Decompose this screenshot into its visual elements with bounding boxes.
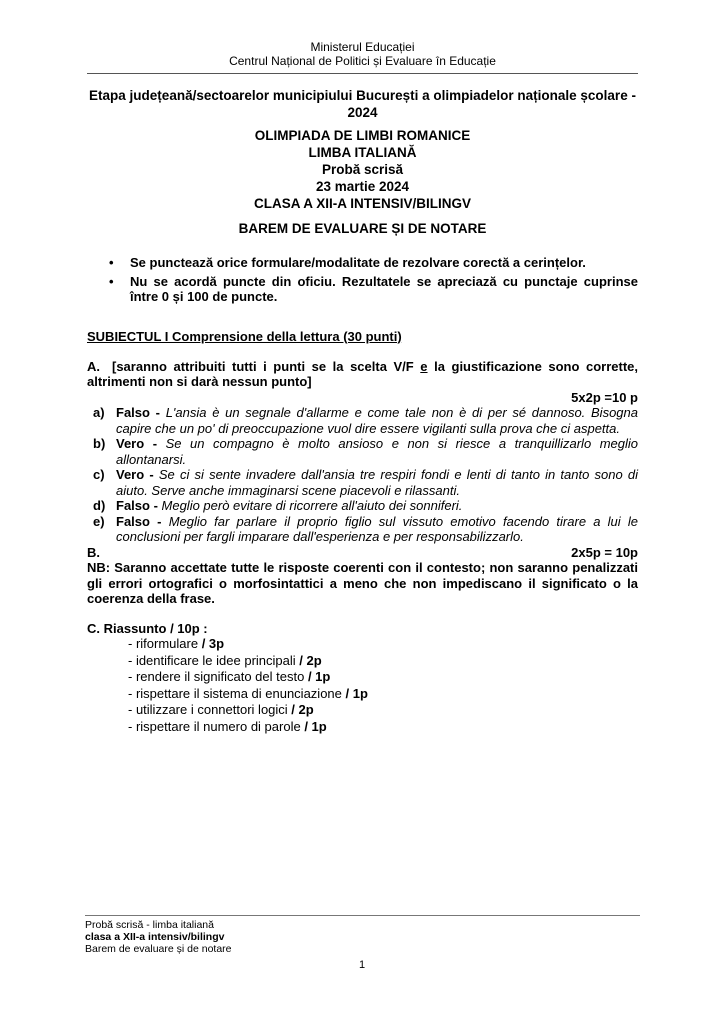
event-line-date: 23 martie 2024 <box>315 179 410 194</box>
vf-item-label: e) <box>93 513 105 529</box>
bullet-icon: • <box>109 273 114 289</box>
criterion-points: / 1p <box>307 669 331 684</box>
sectionA-intro <box>87 359 638 390</box>
sectionA-intro-prefix: [saranno attribuiti tutti i punti se la scelta V/F <box>112 358 421 374</box>
header-divider <box>87 73 638 74</box>
sectionC-criteria-list <box>87 636 638 735</box>
criterion-text: - identificare le idee principali <box>128 652 300 668</box>
criterion-points: / 3p <box>201 636 225 651</box>
criterion-text: - utilizzare i connettori logici <box>128 702 292 717</box>
criterion-text: - rendere il significato del testo <box>128 669 308 684</box>
vf-justification: Se ci si sente invadere dall'ansia tre respiri fondi e lenti di tanto in tanto sono di aiuto. Serve anche immaginarsi scene piacevoli e rilassanti. <box>116 467 638 498</box>
criterion-row <box>128 719 638 736</box>
event-line-class: CLASA A XII-A INTENSIV/BILINGV <box>253 196 471 211</box>
page-header <box>87 40 638 68</box>
vf-item-body <box>116 498 638 514</box>
footer-doc-type: Barem de evaluare și de notare <box>85 943 232 955</box>
vf-item-a <box>87 405 638 436</box>
vf-justification: Meglio però evitare di ricorrere all'aiuto dei sonniferi. <box>161 498 463 513</box>
sectionA-label: A. <box>87 358 100 374</box>
vf-verdict: Falso - <box>116 513 169 529</box>
vf-item-body <box>116 514 638 545</box>
criterion-points: / 1p <box>345 685 368 701</box>
vf-verdict: Falso - <box>116 405 166 420</box>
event-line-olympiad: OLIMPIADA DE LIMBI ROMANICE <box>254 128 471 143</box>
barem-heading: BAREM DE EVALUARE ȘI DE NOTARE <box>238 221 487 236</box>
sectionA-answer-list <box>87 405 638 545</box>
criterion-points: / 2p <box>299 652 322 668</box>
sectionB-row <box>87 545 638 561</box>
criterion-text: - riformulare <box>128 636 202 651</box>
vf-item-label: d) <box>93 498 106 513</box>
vf-item-d <box>87 498 638 514</box>
vf-item-label: a) <box>93 405 105 420</box>
note-text: Se punctează orice formulare/modalitate de rezolvare corectă a cerințelor. <box>130 255 586 270</box>
event-block <box>87 127 638 212</box>
sectionC-heading: C. Riassunto / 10p : <box>87 620 208 636</box>
sectionA-intro-suffix: la giustificazione sono corrette, altrimenti non si darà nessun punto] <box>87 358 638 389</box>
criterion-text: - rispettare il numero di parole <box>128 718 305 734</box>
document-title: Etapa județeană/sectoarelor municipiului București a olimpiadelor naționale școlare - 2024 <box>89 88 636 120</box>
note-row <box>87 255 638 271</box>
vf-item-label: b) <box>93 436 106 451</box>
footer-class: clasa a XII-a intensiv/bilingv <box>85 931 225 943</box>
vf-item-body <box>116 436 638 467</box>
header-org-line2: Centrul Național de Politici și Evaluare în Educație <box>229 54 496 68</box>
criterion-row <box>128 636 638 653</box>
subject1-heading: SUBIECTUL I Comprensione della lettura (30 punti) <box>87 328 402 344</box>
criterion-points: / 1p <box>304 718 327 734</box>
vf-item-body <box>116 467 638 498</box>
event-line-language: LIMBA ITALIANĂ <box>308 145 417 160</box>
vf-justification: Meglio far parlare il proprio figlio sul vissuto emotivo facendo tirare a lui le conclusioni per fargli imparare dall'esperienza e per responsabilizzarlo. <box>116 513 638 544</box>
event-line-test-type: Probă scrisă <box>321 162 404 177</box>
sectionA-intro-underlined-e: e <box>420 358 428 374</box>
vf-item-e <box>87 514 638 545</box>
sectionA-points: 5x2p =10 p <box>571 389 638 405</box>
sectionB-nb-note: NB: Saranno accettate tutte le risposte coerenti con il contesto; non saranno penalizzati gli errori ortografici o morfosintattici a meno che non impediscano il significato o la coerenza della frase. <box>87 560 638 606</box>
page-footer <box>85 915 640 955</box>
vf-item-c <box>87 467 638 498</box>
vf-item-b <box>87 436 638 467</box>
vf-justification: L'ansia è un segnale d'allarme e come tale non è di per sé dannoso. Bisogna capire che un po' di preoccupazione vuol dire essere vigilanti sulla prova che ci aspetta. <box>116 405 638 436</box>
page-number: 1 <box>358 959 366 971</box>
note-row <box>87 274 638 305</box>
grading-notes <box>87 255 638 305</box>
criterion-row <box>128 702 638 719</box>
vf-item-body <box>116 405 638 436</box>
vf-verdict: Vero - <box>116 436 166 451</box>
vf-justification: Se un compagno è molto ansioso e non si riesce a tranquillizarlo meglio allontanarsi. <box>116 436 638 467</box>
sectionB-label: B. <box>87 544 100 560</box>
note-text: Nu se acordă puncte din oficiu. Rezultatele se apreciază cu punctaje cuprinse între 0 și 100 de puncte. <box>130 273 638 304</box>
criterion-points: / 2p <box>291 702 314 717</box>
criterion-row <box>128 686 638 703</box>
bullet-icon: • <box>109 255 114 270</box>
footer-test-type: Probă scrisă - limba italiană <box>85 919 214 931</box>
vf-verdict: Falso - <box>116 498 162 513</box>
criterion-row <box>128 653 638 670</box>
vf-verdict: Vero - <box>116 467 159 482</box>
header-org-line1: Ministerul Educației <box>310 40 415 54</box>
criterion-row <box>128 669 638 686</box>
sectionB-points: 2x5p = 10p <box>571 544 638 560</box>
vf-item-label: c) <box>93 467 105 482</box>
criterion-text: - rispettare il sistema di enunciazione <box>128 685 346 701</box>
